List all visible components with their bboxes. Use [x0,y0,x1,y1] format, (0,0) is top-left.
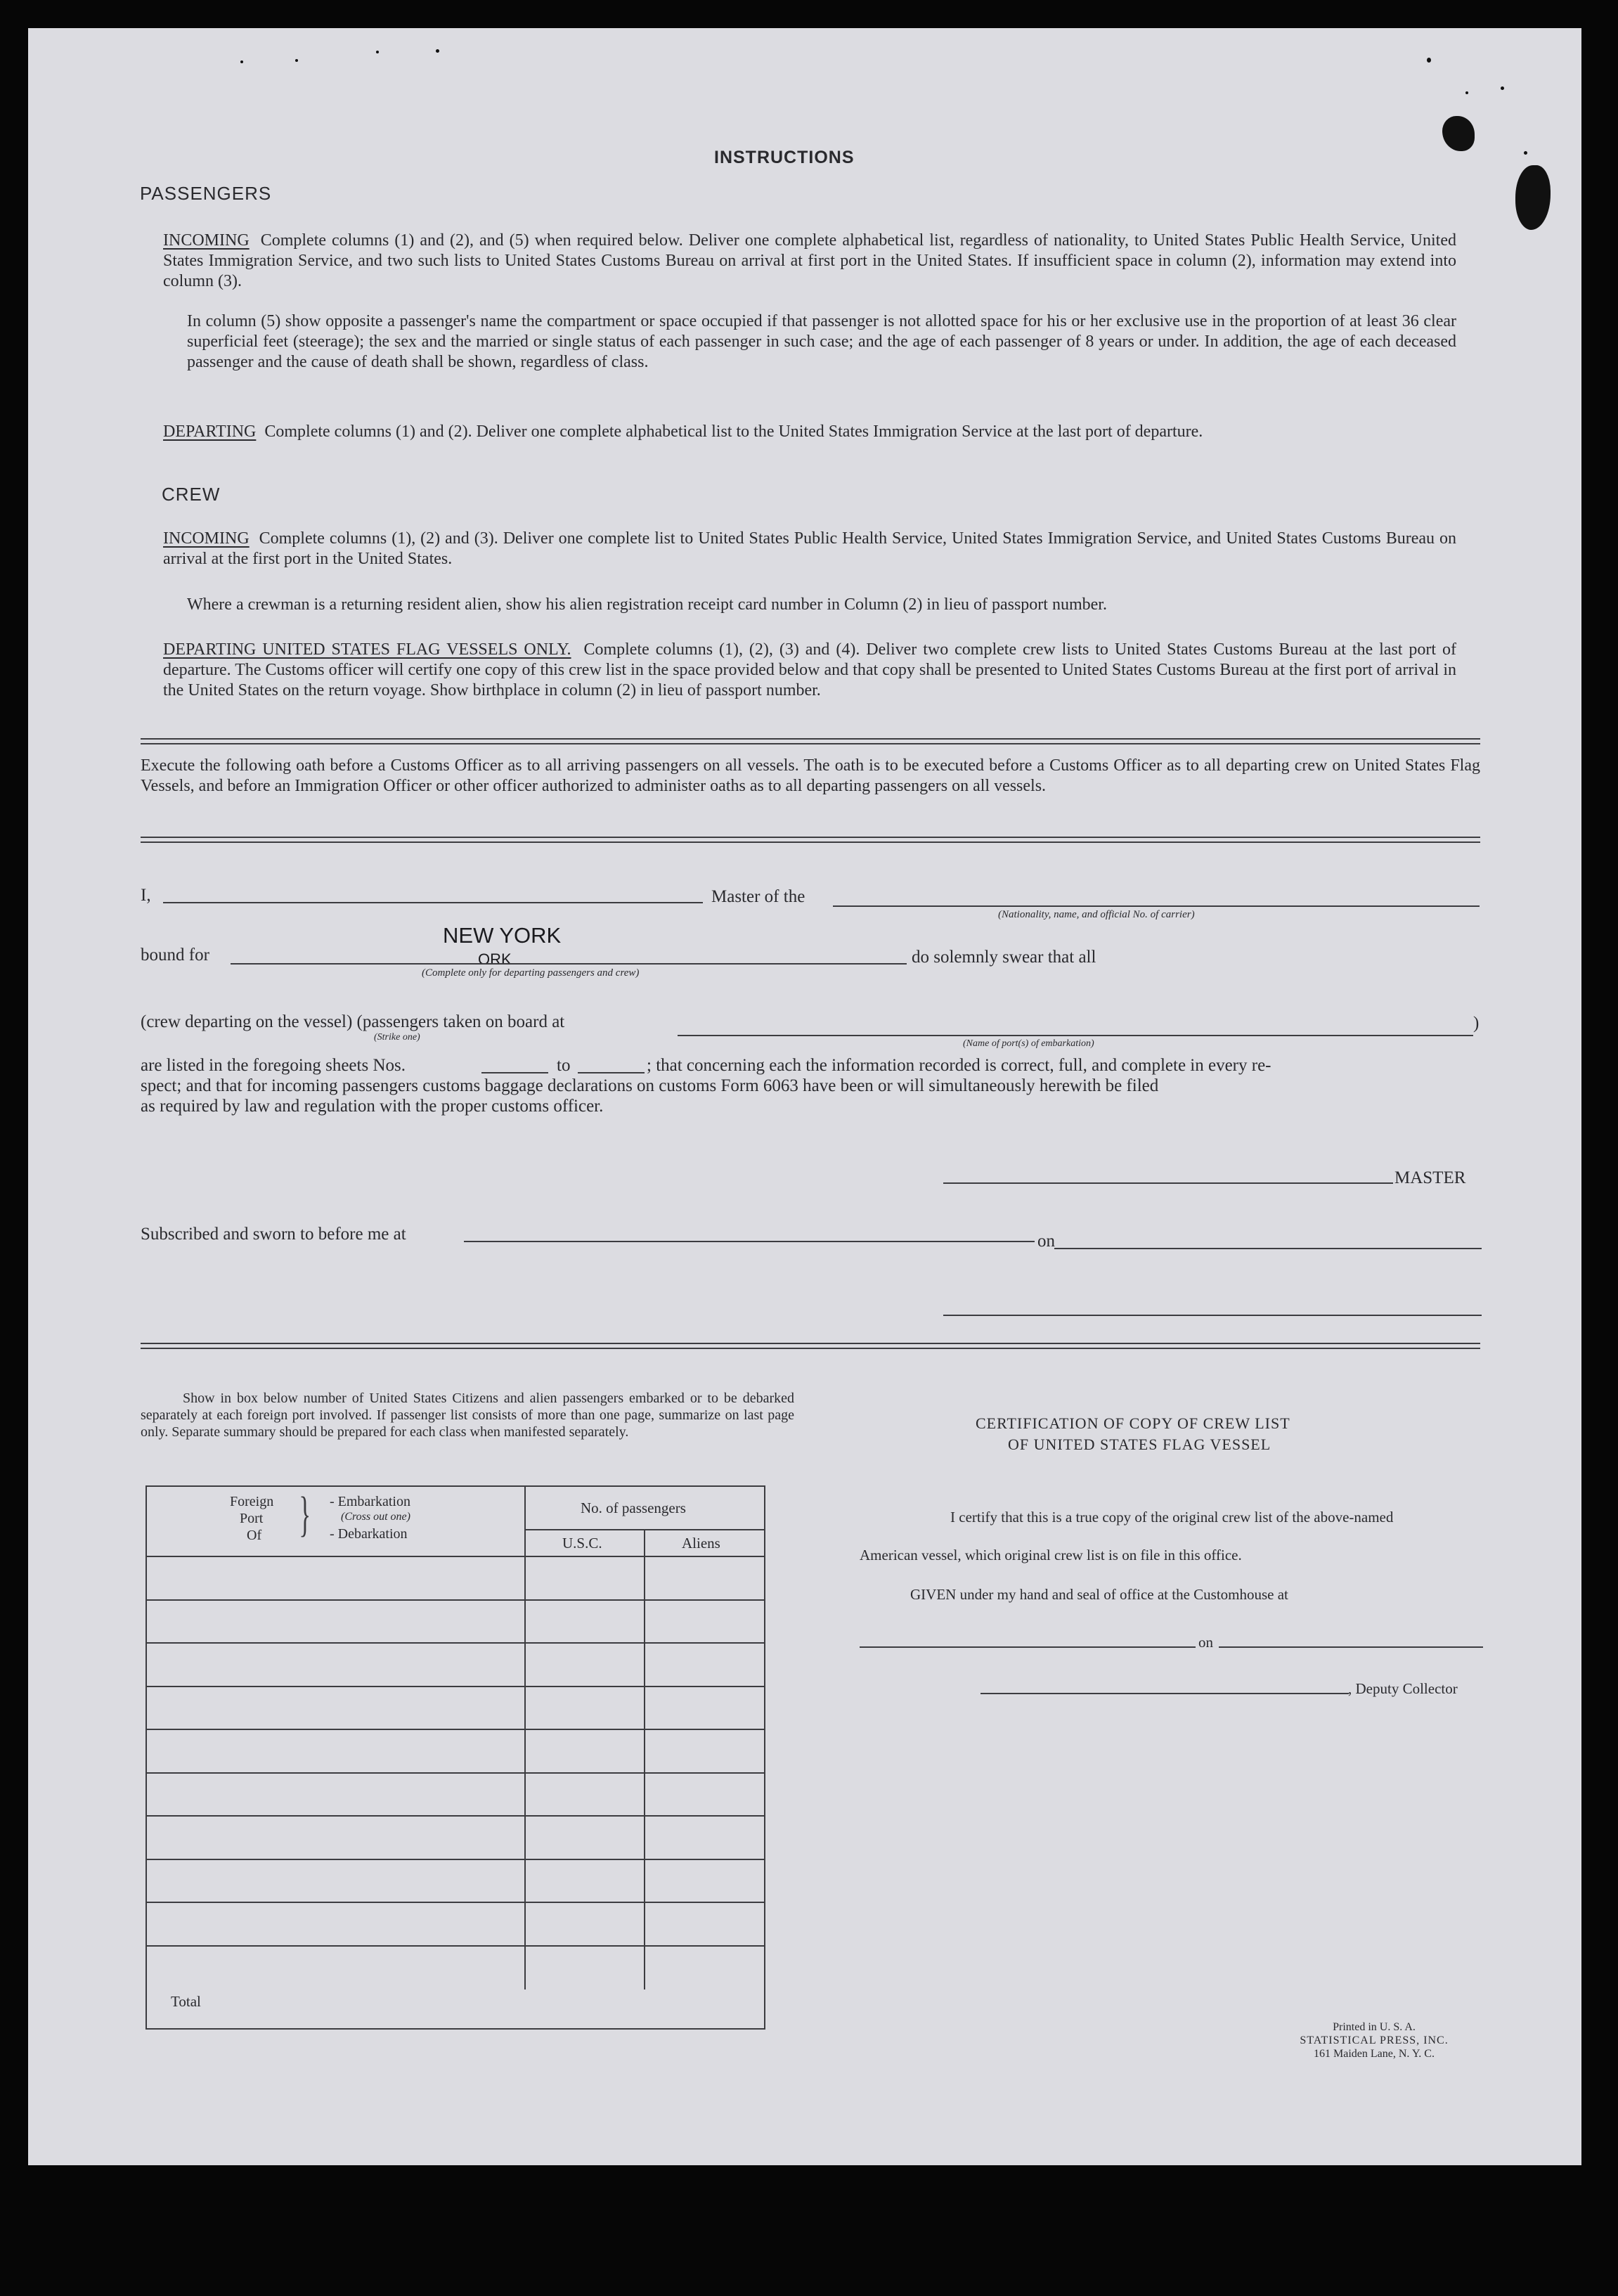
summary-table [145,1485,765,2030]
subscribed-on: on [1037,1232,1055,1251]
table-cell[interactable] [645,1730,764,1774]
summary-note: Show in box below number of United States Citizens and alien passengers embarked or to be debarked separately at each foreign port involved. If passenger list consists of more than one page, summarize on last page only. Separate summary should be prepared for each class when manifested separately. [141,1391,794,1440]
ink-blot [1515,165,1551,230]
master-of-the-label: Master of the [711,887,805,906]
crew-departing-label: DEPARTING UNITED STATES FLAG VESSELS ONLY. [163,640,571,659]
certification-title-2: OF UNITED STATES FLAG VESSEL [1008,1436,1271,1453]
oath-intro: Execute the following oath before a Customs Officer as to all arriving passengers on all vessels. The oath is to be executed before a Customs Officer as to all departing crew on United States Flag Vessels, and before an Immigration Officer or other officer authorized to administer oaths as to all departing passengers on all vessels. [141,756,1480,795]
customhouse-line [860,1646,1196,1648]
listed-text-2: ; that concerning each the information recorded is correct, full, and complete in every re- [647,1056,1271,1075]
certification-line-1: I certify that this is a true copy of the original crew list of the above-named [950,1509,1394,1526]
certification-title-1: CERTIFICATION OF COPY OF CREW LIST [976,1414,1290,1432]
ink-speck [240,60,243,63]
bound-for-value: NEW YORK [443,923,562,948]
passengers-incoming-label: INCOMING [163,231,250,250]
deputy-signature-line [980,1693,1349,1694]
debarkation-label: - Debarkation [330,1526,408,1542]
listed-text-4: as required by law and regulation with the proper customs officer. [141,1097,604,1116]
certification-on: on [1198,1634,1213,1651]
table-cell[interactable] [645,1601,764,1644]
passengers-departing-paragraph [163,422,1456,442]
listed-text-1: are listed in the foregoing sheets Nos. [141,1056,406,1075]
carrier-line [833,905,1480,907]
table-cell[interactable] [526,1557,645,1601]
oath-i-label: I, [141,886,151,905]
table-cell[interactable] [526,1903,645,1947]
table-cell[interactable] [147,1774,526,1817]
total-cell[interactable] [147,1947,526,1990]
bound-for-label: bound for [141,946,209,965]
listed-text-3: spect; and that for incoming passengers customs baggage declarations on customs Form 6063 have been or will simultaneously herewith be filed [141,1076,1159,1095]
deputy-collector-label: , Deputy Collector [1348,1680,1458,1697]
ink-speck [376,51,379,53]
ink-speck [1501,86,1504,90]
officer-signature-line [943,1315,1482,1316]
subscribed-date-line [1054,1248,1482,1249]
ink-speck [436,49,439,53]
passengers-heading: PASSENGERS [140,183,272,204]
table-cell[interactable] [526,1687,645,1731]
table-cell[interactable] [645,1817,764,1860]
table-cell[interactable] [147,1687,526,1731]
table-cell[interactable] [526,1817,645,1860]
ink-speck [1427,58,1431,63]
strike-one-caption: (Strike one) [374,1032,420,1043]
printer-line-1: Printed in U. S. A. [1333,2021,1416,2033]
certification-date-line [1219,1646,1483,1648]
bound-for-struck-text: ORK [478,950,512,968]
foreign-label: Foreign [230,1494,274,1509]
passengers-departing-label: DEPARTING [163,423,257,441]
table-cell[interactable] [526,1730,645,1774]
printer-line-3: 161 Maiden Lane, N. Y. C. [1314,2048,1435,2060]
ink-speck [295,59,298,62]
cross-out-caption: (Cross out one) [341,1511,410,1523]
crew-departing-text: Complete columns (1), (2), (3) and (4). Deliver two complete crew lists to United States Customs Bureau at the last port of departure. The Customs officer will certify one copy of this crew list in the space provided below and that copy shall be presented to United States Customs Bureau at the first port of arrival in the United States on the return voyage. Show birthplace in column (2) in lieu of passport number. [163,640,1456,699]
total-cell[interactable] [526,1947,645,1990]
crew-departing-paragraph [163,640,1456,701]
table-cell[interactable] [147,1557,526,1601]
table-cell[interactable] [147,1860,526,1904]
table-cell[interactable] [645,1774,764,1817]
oath-divider [141,837,1480,843]
table-cell[interactable] [147,1817,526,1860]
table-header-aliens [645,1530,764,1557]
usc-label: U.S.C. [562,1535,602,1552]
crew-incoming-text: Complete columns (1), (2) and (3). Deliver one complete list to United States Public Health Service, United States Immigration Service, and United States Customs Bureau on arrival at the first port in the United States. [163,529,1456,568]
table-cell[interactable] [147,1601,526,1644]
embarkation-label: - Embarkation [330,1494,410,1509]
form-page [28,28,1581,2165]
ink-blot [1442,116,1475,151]
table-cell[interactable] [645,1557,764,1601]
passengers-incoming-paragraph [163,231,1456,292]
port-label: Port [240,1511,264,1526]
table-cell[interactable] [645,1687,764,1731]
crew-departing-text: (crew departing on the vessel) (passengers taken on board at [141,1012,565,1031]
certification-line-2: American vessel, which original crew list is on file in this office. [860,1547,1242,1563]
crew-incoming-label: INCOMING [163,529,250,548]
subscribed-label: Subscribed and sworn to before me at [141,1225,406,1244]
table-cell[interactable] [147,1644,526,1687]
crew-incoming-paragraph [163,529,1456,569]
ports-close-paren: ) [1473,1014,1480,1033]
table-cell[interactable] [526,1774,645,1817]
table-header-usc [526,1530,645,1557]
of-label: Of [247,1528,262,1543]
ink-speck [1524,151,1527,155]
solemnly-swear-text: do solemnly swear that all [912,948,1096,967]
total-cell[interactable] [645,1947,764,1990]
ink-speck [1465,91,1468,94]
column5-paragraph: In column (5) show opposite a passenger's name the compartment or space occupied if that passenger is not allotted space for his or her exclusive use in the proportion of at least 36 clear superficial feet (steerage); the sex and the married or single status of each passenger in such case; and the age of each passenger of 8 years or under. In addition, the age of each deceased passenger and the cause of death shall be shown, regardless of class. [187,312,1456,371]
table-cell[interactable] [147,1903,526,1947]
subscribed-place-line [464,1241,1035,1242]
table-cell[interactable] [147,1730,526,1774]
ports-caption: (Name of port(s) of embarkation) [963,1038,1094,1049]
printer-imprint [1265,2020,1483,2060]
master-signature-line [943,1182,1393,1184]
table-cell[interactable] [526,1644,645,1687]
ports-line [678,1035,1473,1036]
passengers-departing-text: Complete columns (1) and (2). Deliver one complete alphabetical list to the United States Immigration Service at the last port of departure. [264,423,1203,441]
table-cell[interactable] [645,1860,764,1904]
master-label: MASTER [1394,1168,1466,1187]
table-header-passengers [526,1487,764,1530]
section-divider [141,738,1480,744]
crew-heading: CREW [162,484,221,505]
sheet-to-line [578,1072,645,1073]
instructions-title: INSTRUCTIONS [714,148,855,167]
table-cell[interactable] [526,1601,645,1644]
brace-icon: } [299,1488,311,1542]
total-label: Total [171,1993,201,2010]
table-cell[interactable] [645,1903,764,1947]
certification-line-3: GIVEN under my hand and seal of office at the Customhouse at [910,1586,1288,1603]
table-cell[interactable] [645,1644,764,1687]
table-cell[interactable] [526,1860,645,1904]
aliens-label: Aliens [682,1535,720,1552]
no-of-passengers-label: No. of passengers [581,1500,686,1516]
listed-to: to [557,1056,571,1075]
bound-for-caption: (Complete only for departing passengers and crew) [422,967,640,979]
bound-for-line [231,963,907,965]
bottom-divider [141,1343,1480,1349]
master-name-line [163,902,703,903]
printer-line-2: STATISTICAL PRESS, INC. [1300,2034,1449,2046]
carrier-caption: (Nationality, name, and official No. of carrier) [998,909,1195,920]
crew-resident-paragraph: Where a crewman is a returning resident alien, show his alien registration receipt card number in Column (2) in lieu of passport number. [187,595,1107,614]
passengers-incoming-text: Complete columns (1) and (2), and (5) when required below. Deliver one complete alphabetical list, regardless of nationality, to United States Public Health Service, United States Immigration Service, and two such lists to United States Customs Bureau on arrival at first port in the United States. If insufficient space in column (2), information may extend into column (3). [163,231,1457,290]
table-header-port [147,1487,526,1557]
sheet-from-line [481,1072,548,1073]
